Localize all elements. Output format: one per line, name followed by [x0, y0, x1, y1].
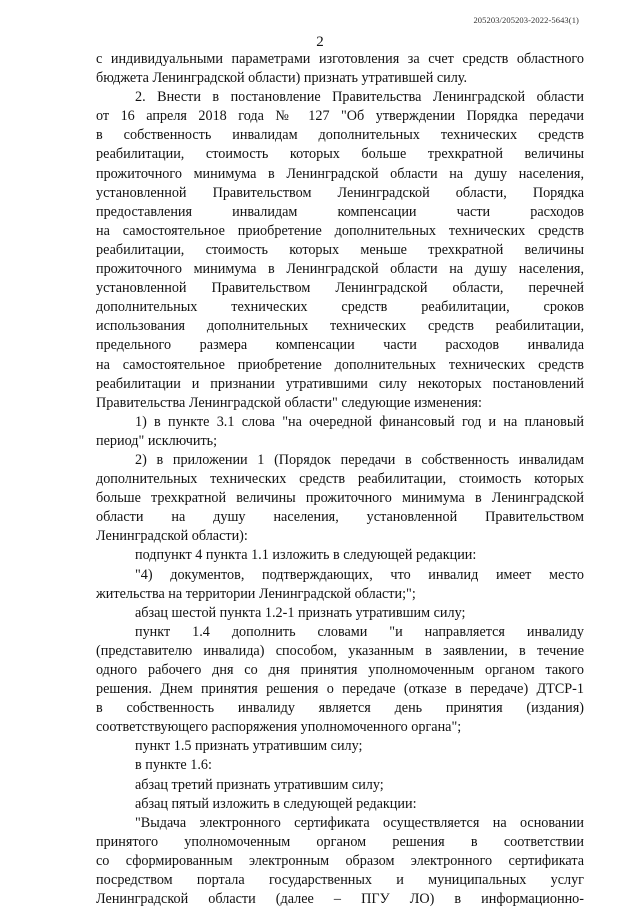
text-line: Ленинградской области (далее – ПГУ ЛО) в информационно-: [96, 891, 584, 908]
text-line: решения. Днем принятия решения о передаче (отказе в передаче) ДТСР-1: [96, 681, 584, 698]
text-line: реабилитации, стоимость которых больше трехкратной величины: [96, 146, 584, 163]
text-line: реабилитации, стоимость которых меньше трехкратной величины: [96, 241, 584, 258]
text-line: дополнительных технических средств реабилитации, стоимость которых: [96, 471, 584, 488]
text-line: Правительства Ленинградской области" следующие изменения:: [96, 394, 482, 411]
text-line: предельного размера компенсации части расходов инвалида: [96, 337, 584, 354]
text-line: установленной Правительством Ленинградской области, Порядка: [96, 184, 584, 201]
text-line: реабилитации и признании утратившими силу некоторых постановлений: [96, 375, 584, 392]
text-line: посредством портала государственных и муниципальных услуг: [96, 872, 584, 889]
text-line: пункт 1.4 дополнить словами "и направляется инвалиду: [135, 623, 584, 640]
text-line: бюджета Ленинградской области) признать утратившей силу.: [96, 70, 468, 87]
text-line: 2. Внести в постановление Правительства Ленинградской области: [135, 89, 584, 106]
text-line: период" исключить;: [96, 432, 218, 449]
text-line: прожиточного минимума в Ленинградской области на душу населения,: [96, 165, 584, 182]
text-line: 1) в пункте 3.1 слова "на очередной финансовый год и на плановый: [135, 413, 584, 430]
text-line: предоставления инвалидам компенсации части расходов: [96, 203, 584, 220]
text-line: на самостоятельное приобретение дополнительных технических средств: [96, 222, 584, 239]
text-line: дополнительных технических средств реабилитации, сроков: [96, 299, 584, 316]
text-line: 2) в приложении 1 (Порядок передачи в собственность инвалидам: [135, 451, 584, 468]
text-line: от 16 апреля 2018 года № 127 "Об утверждении Порядка передачи: [96, 108, 584, 125]
text-line: с индивидуальными параметрами изготовления за счет средств областного: [96, 51, 584, 67]
page-number: 2: [316, 34, 324, 50]
text-line: "Выдача электронного сертификата осуществляется на основании: [135, 814, 584, 831]
text-line: на самостоятельное приобретение дополнительных технических средств: [96, 356, 584, 373]
text-line: в пункте 1.6:: [135, 757, 212, 774]
document-body: [96, 50, 584, 909]
text-line: абзац шестой пункта 1.2-1 признать утратившим силу;: [135, 604, 466, 621]
text-line: жительства на территории Ленинградской области;";: [96, 585, 416, 602]
text-line: подпункт 4 пункта 1.1 изложить в следующей редакции:: [135, 547, 477, 564]
text-line: абзац третий признать утратившим силу;: [135, 776, 384, 793]
text-line: (представителю инвалида) способом, указанным в заявлении, в течение: [96, 642, 584, 659]
text-line: абзац пятый изложить в следующей редакции:: [135, 795, 417, 812]
text-line: со сформированным электронным образом электронного сертификата: [96, 852, 584, 869]
document-registration-number: 205203/205203-2022-5643(1): [473, 15, 579, 25]
text-line: пункт 1.5 признать утратившим силу;: [135, 738, 363, 755]
text-line: области на душу населения, установленной Правительством: [96, 509, 584, 526]
text-line: одного рабочего дня со дня принятия уполномоченным органом такого: [96, 662, 584, 678]
text-line: Ленинградской области):: [96, 528, 248, 545]
text-line: соответствующего распоряжения уполномоченного органа";: [96, 719, 462, 736]
text-line: в собственность инвалидам дополнительных технических средств: [96, 127, 584, 144]
text-line: принятого уполномоченным органом решения в соответствии: [96, 833, 584, 850]
text-line: установленной Правительством Ленинградской области, перечней: [96, 280, 584, 297]
text-line: в собственность инвалиду является день принятия (издания): [96, 700, 584, 717]
text-line: прожиточного минимума в Ленинградской области на душу населения,: [96, 261, 584, 278]
text-line: "4) документов, подтверждающих, что инвалид имеет место: [135, 566, 584, 583]
text-line: использования дополнительных технических средств реабилитации,: [96, 318, 584, 335]
text-line: больше трехкратной величины прожиточного минимума в Ленинградской: [96, 490, 584, 507]
